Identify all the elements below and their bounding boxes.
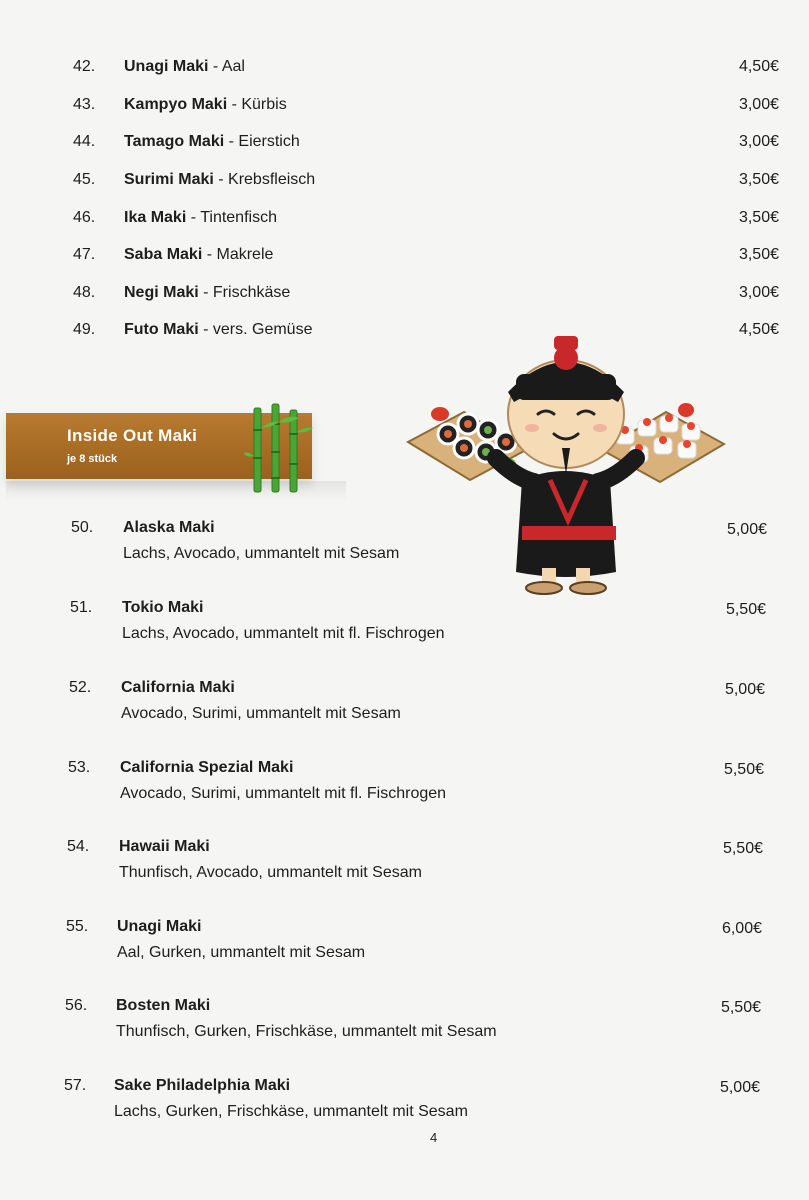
item-separator: -: [227, 96, 242, 113]
item-number: 44.: [73, 133, 96, 150]
item-description: Krebsfleisch: [228, 171, 316, 188]
item-number: 43.: [73, 96, 96, 113]
page-number: 4: [430, 1130, 438, 1145]
item-price: 5,50€: [725, 601, 766, 618]
menu-item-46: [0, 206, 809, 230]
section-subtitle: je 8 stück: [67, 453, 118, 465]
item-separator: -: [202, 246, 217, 263]
item-description: Lachs, Avocado, ummantelt mit fl. Fischrogen: [122, 625, 445, 642]
item-number: 50.: [71, 519, 94, 536]
item-number: 48.: [73, 284, 96, 301]
item-name: Unagi Maki: [117, 918, 202, 935]
item-description: Lachs, Avocado, ummantelt mit Sesam: [123, 545, 400, 562]
item-price: 5,00€: [726, 521, 767, 538]
menu-item-54: [0, 836, 809, 884]
item-price: 4,50€: [738, 321, 779, 338]
item-price: 5,50€: [720, 999, 761, 1016]
item-description: Frischkäse: [212, 284, 291, 301]
item-price: 5,50€: [722, 840, 763, 857]
item-number: 51.: [70, 599, 93, 616]
item-name: Kampyo Maki: [124, 96, 228, 113]
item-price: 5,50€: [723, 761, 764, 778]
item-price: 3,50€: [738, 246, 779, 263]
item-price: 6,00€: [721, 920, 762, 937]
menu-item-48: [0, 281, 809, 305]
menu-item-56: [0, 995, 809, 1043]
item-number: 42.: [73, 58, 96, 75]
item-description: Avocado, Surimi, ummantelt mit Sesam: [121, 705, 401, 722]
item-description: Tintenfisch: [200, 209, 277, 226]
item-price: 3,50€: [738, 171, 779, 188]
item-description: Lachs, Gurken, Frischkäse, ummantelt mit Sesam: [114, 1103, 468, 1120]
item-name: Unagi Maki: [124, 58, 209, 75]
item-number: 49.: [73, 321, 96, 338]
item-price: 3,00€: [738, 96, 779, 113]
item-description: Eierstich: [238, 133, 300, 150]
item-number: 53.: [68, 759, 91, 776]
item-description: Avocado, Surimi, ummantelt mit fl. Fischrogen: [120, 785, 447, 802]
item-name: Alaska Maki: [123, 519, 215, 536]
item-number: 46.: [73, 209, 96, 226]
item-separator: -: [198, 284, 213, 301]
item-number: 47.: [73, 246, 96, 263]
item-separator: -: [208, 58, 222, 75]
item-price: 3,00€: [738, 284, 779, 301]
item-name: California Maki: [121, 679, 235, 696]
section-title: Inside Out Maki: [67, 426, 198, 445]
item-number: 55.: [66, 918, 89, 935]
item-separator: -: [224, 133, 239, 150]
item-number: 57.: [64, 1077, 87, 1094]
item-name: Futo Maki: [124, 321, 199, 338]
item-description: Aal: [221, 58, 245, 75]
menu-item-43: [0, 93, 809, 117]
item-description: Thunfisch, Gurken, Frischkäse, ummantelt mit Sesam: [116, 1023, 497, 1040]
item-name: Surimi Maki: [124, 171, 214, 188]
menu-item-44: [0, 130, 809, 154]
item-name: Tamago Maki: [124, 133, 225, 150]
item-number: 52.: [69, 679, 92, 696]
item-name: Ika Maki: [124, 209, 187, 226]
item-separator: -: [213, 171, 229, 188]
menu-item-50: [0, 517, 809, 565]
item-description: Makrele: [216, 246, 274, 263]
bamboo-icon: [244, 402, 316, 494]
item-name: Negi Maki: [124, 284, 199, 301]
menu-item-45: [0, 168, 809, 192]
item-description: vers. Gemüse: [212, 321, 313, 338]
item-description: Aal, Gurken, ummantelt mit Sesam: [117, 944, 366, 961]
menu-item-57: [0, 1075, 809, 1123]
item-name: Saba Maki: [124, 246, 203, 263]
item-name: Hawaii Maki: [119, 838, 210, 855]
item-price: 3,50€: [738, 209, 779, 226]
item-separator: -: [198, 321, 213, 338]
item-name: Sake Philadelphia Maki: [114, 1077, 291, 1094]
item-name: Tokio Maki: [122, 599, 204, 616]
item-description: Thunfisch, Avocado, ummantelt mit Sesam: [119, 864, 422, 881]
item-price: 3,00€: [738, 133, 779, 150]
item-separator: -: [186, 209, 201, 226]
menu-item-51: [0, 597, 809, 645]
item-name: California Spezial Maki: [120, 759, 294, 776]
item-number: 56.: [65, 997, 88, 1014]
item-price: 5,00€: [719, 1079, 760, 1096]
item-name: Bosten Maki: [116, 997, 211, 1014]
menu-item-52: [0, 677, 809, 725]
menu-item-42: [0, 55, 809, 79]
item-price: 5,00€: [724, 681, 765, 698]
menu-item-53: [0, 757, 809, 805]
item-description: Kürbis: [241, 96, 287, 113]
item-price: 4,50€: [738, 58, 779, 75]
menu-item-47: [0, 243, 809, 267]
item-number: 45.: [73, 171, 96, 188]
item-number: 54.: [67, 838, 90, 855]
menu-item-55: [0, 916, 809, 964]
